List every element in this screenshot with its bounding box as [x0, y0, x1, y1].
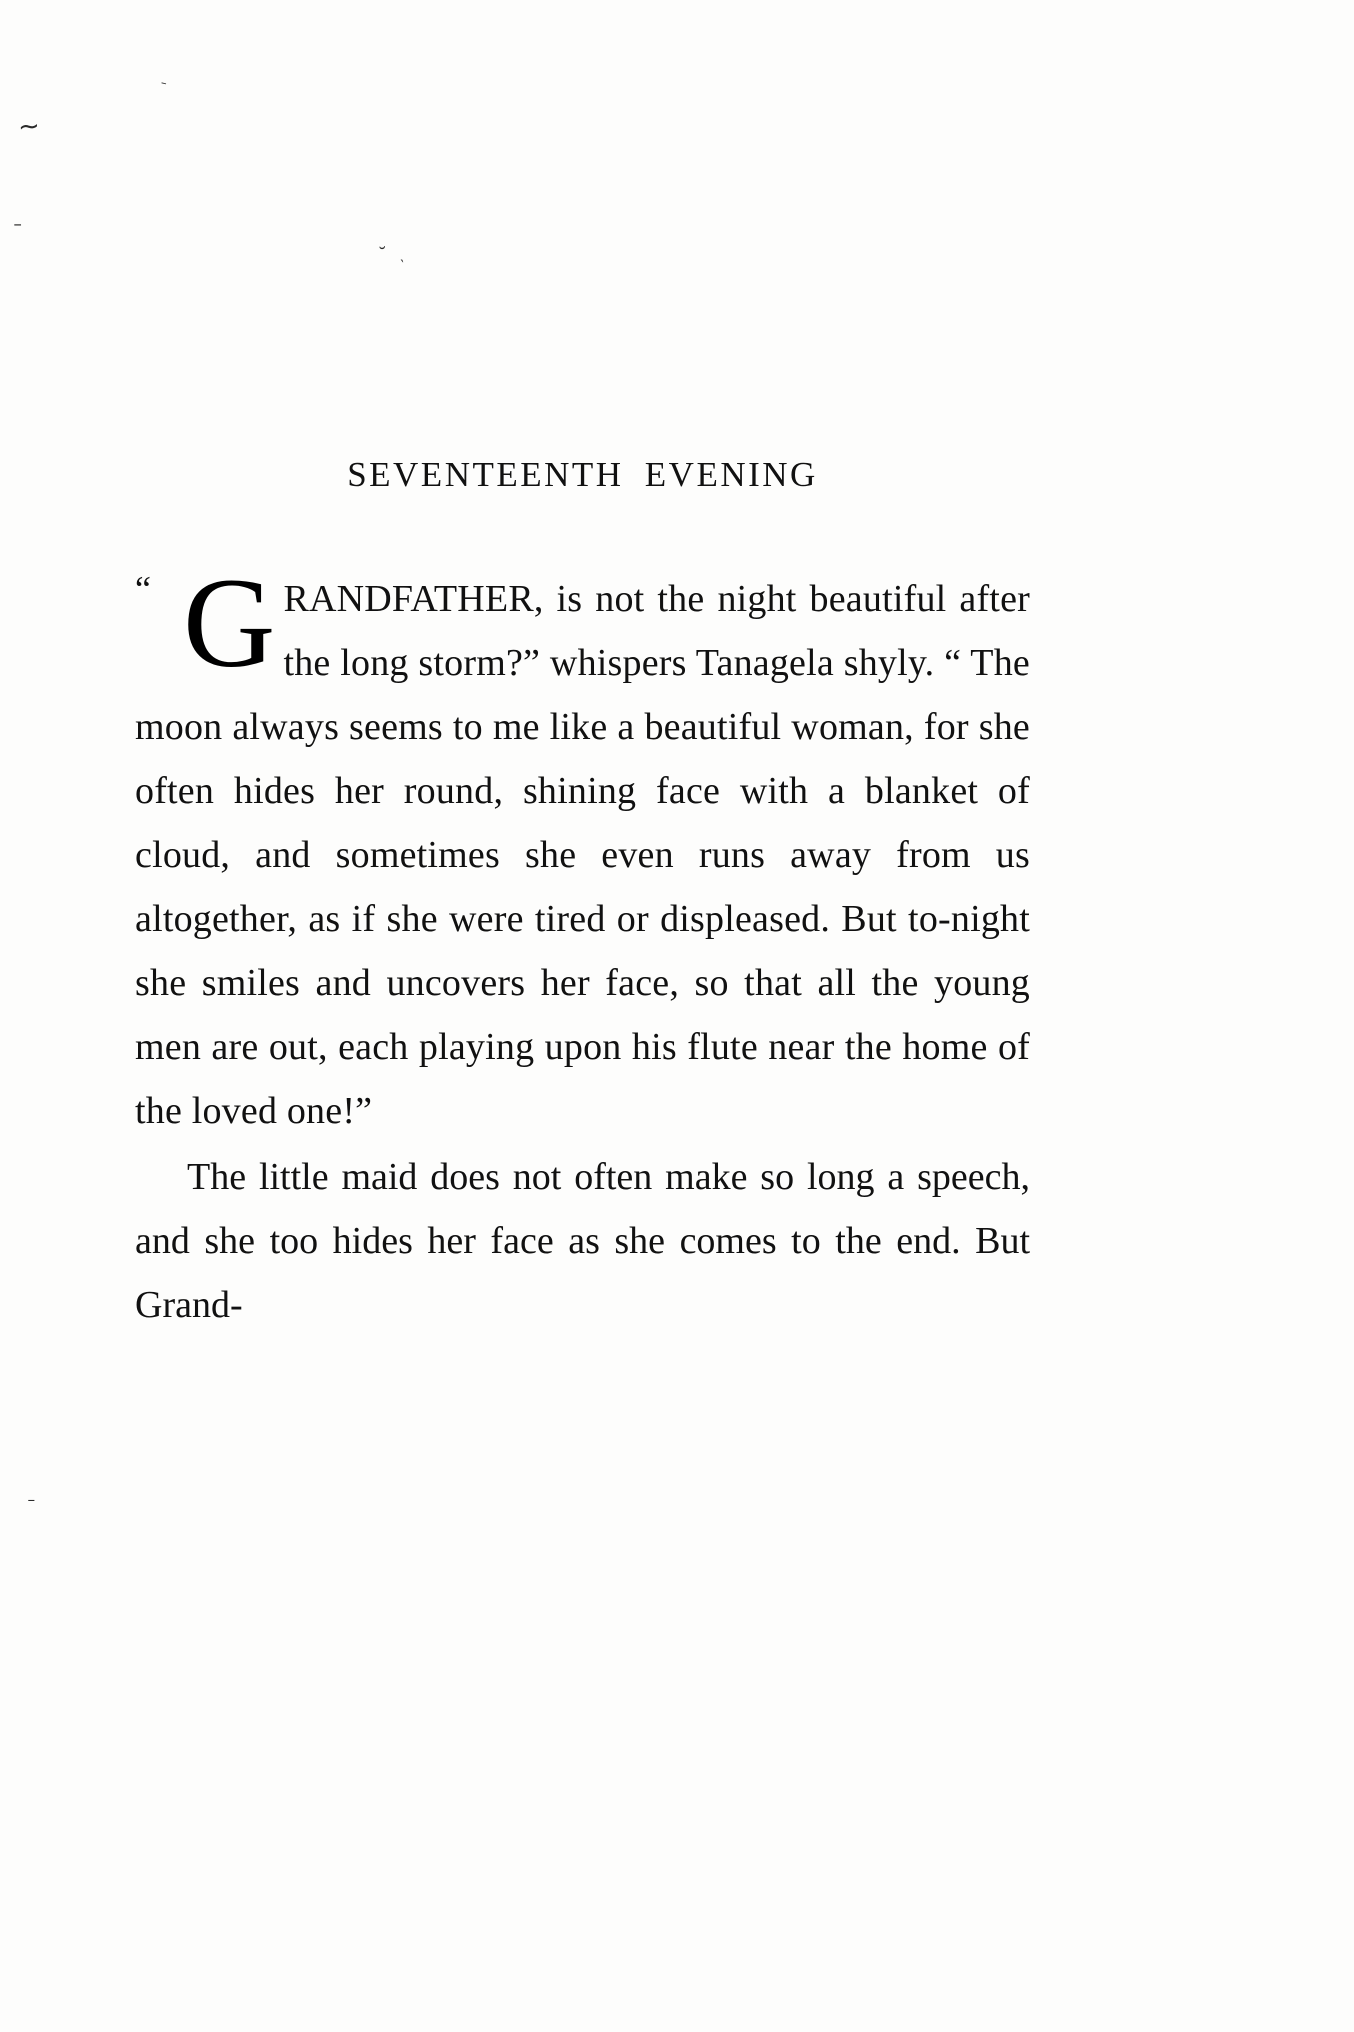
paragraph-first [135, 552, 1030, 1143]
scanner-mark-icon: ∼ [16, 111, 39, 142]
open-quote-mark: “ [135, 569, 151, 609]
scanner-mark-icon: ˉ [158, 79, 167, 97]
scanner-mark-icon: ˉ [28, 1495, 35, 1517]
paragraph-first-text: RANDFATHER, is not the night beautiful after the long storm?” whispers Tanagela shyly. “ The moon always seems to me like a beautiful woman, for she often hides her round, shining face with a blanket of cloud, and sometimes she even runs away from us altogether, as if she were tired or displeased. But to-night she smiles and uncovers her face, so that all the young men are out, each playing upon his flute near the home of the loved one!” [135, 578, 1030, 1132]
drop-cap: G [183, 552, 276, 694]
scanner-mark-icon: ˉ [14, 218, 22, 243]
chapter-title: SEVENTEENTH EVENING [347, 455, 818, 494]
scanner-mark-icon: ˘ [378, 242, 389, 266]
text-block [135, 455, 1030, 1337]
scanner-mark-icon: ˋ [396, 257, 406, 275]
paragraph-second: The little maid does not often make so long a speech, and she too hides her face as she comes to the end. But Grand- [135, 1156, 1030, 1326]
